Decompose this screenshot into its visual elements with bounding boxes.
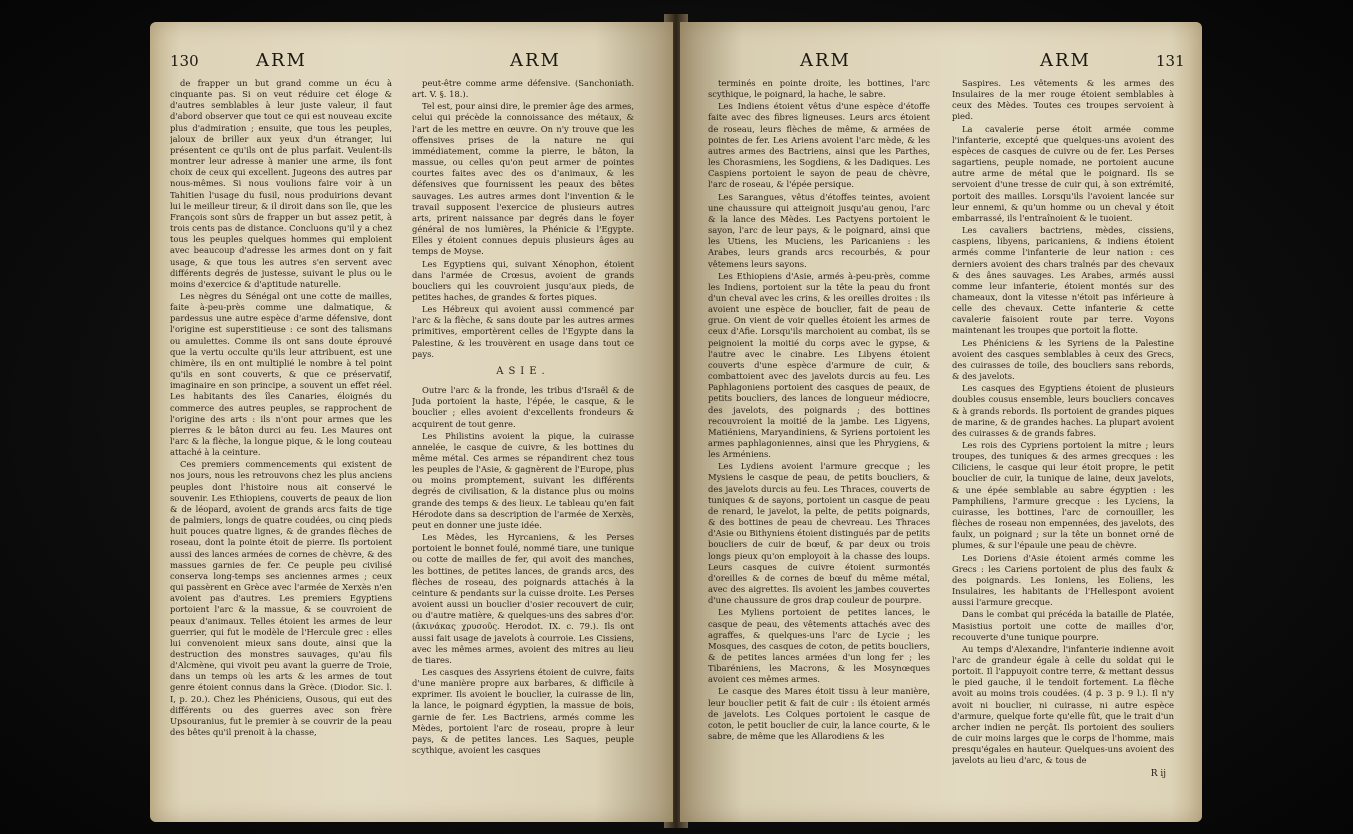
paragraph: Les casques des Egyptiens étoient de plusieurs doubles cousus ensemble, leurs boucliers concaves & à grands rebords. Ils portoient de grandes piques de marine, & de grandes haches. La plupart avoient des cuirasses & de grands fabres. bbox=[952, 383, 1174, 438]
right-column-1 bbox=[708, 78, 930, 814]
paragraph: Les Sarangues, vêtus d'étoffes teintes, avoient une chaussure qui atteignoit jusqu'au genou, l'arc & la lance des Mèdes. Les Pactyens portoient le sayon, l'arc de leur pays, & le poignard, ainsi que les Utiens, les Muciens, les Paricaniens : les Arabes, leurs grands arcs recourbés, & pour vêtemens leurs sayons. bbox=[708, 191, 930, 269]
paragraph: Dans le combat qui précéda la bataille de Platée, Masistius portoit une cotte de mailles d'or, recouverte d'une tunique pourpre. bbox=[952, 609, 1174, 642]
right-head-left: ARM bbox=[800, 50, 851, 71]
paragraph: La cavalerie perse étoit armée comme l'infanterie, excepté que quelques-uns avoient des espèces de casques de cuivre ou de fer. Les Perses sagartiens, peuple nomade, ne portoient aucune autre arme de métal que le poignard. Ils se servoient d'une tresse de cuir qui, à son extrémité, portoit des mailles. Lorsqu'ils l'avoient lancée sur leur ennemi, & qu'un homme ou un cheval y étoit embarrassé, ils l'entraînoient & le tuoient. bbox=[952, 123, 1174, 223]
left-column-1 bbox=[170, 78, 392, 814]
left-page-number: 130 bbox=[170, 52, 199, 70]
paragraph: Ces premiers commencements qui existent de nos jours, nous les retrouvons chez les plus anciens peuples dont l'histoire nous ait conservé le souvenir. Les Ethiopiens, couverts de peaux de lion & de léopard, avoient de grands arcs faits de tige de palmiers, longs de quatre coudées, ou cinq pieds huit pouces quatre lignes, & de grandes flèches de roseau, dont la pointe étoit de pierre. Ils portoient aussi des lances armées de cornes de chèvre, & des massues garnies de fer. Ce peuple peu civilisé conserva long-temps ses anciennes armes ; ceux qui passèrent en Grèce avec l'armée de Xerxès n'en avoient pas d'autres. Les premiers Egyptiens portoient l'arc & la massue, & se couvroient de peaux d'animaux. Telles étoient les armes de leur guerrier, qui fut le modèle de l'Hercule grec : elles lui convenoient mieux sans doute, ainsi que la destruction des monstres sauvages, qu'au fils d'Alcmène, qui vivoit peu avant la guerre de Troie, dans un temps où les arts & les armes de tout genre étoient connus dans la Grèce. (Diodor. Sic. l. I, p. 20.). Chez les Phéniciens, Ousous, qui eut des différents ou des guerres avec son frère Upsouranius, fut le premier à se couvrir de la peau des bêtes qu'il prenoit à la chasse, bbox=[170, 459, 392, 738]
paragraph: Les Philistins avoient la pique, la cuirasse annelée, le casque de cuivre, & les bottines du même métal. Ces armes se répandirent chez tous les peuples de l'Asie, & gagnèrent de l'Europe, plus ou moins promptement, suivant les différents degrés de civilisation, & la distance plus ou moins grande des temps & des lieux. Le tableau qu'en fait Hérodote dans sa description de l'armée de Xerxès, peut en donner une juste idée. bbox=[412, 430, 634, 530]
section-heading: ASIE. bbox=[496, 365, 550, 377]
paragraph: Les Hébreux qui avoient aussi commencé par l'arc & la flèche, & sans doute par les autres armes primitives, emportèrent celles de l'Egypte dans la Palestine, & les trouvèrent en usage dans tout ce pays. bbox=[412, 304, 634, 359]
left-head-right: ARM bbox=[510, 50, 561, 71]
paragraph: Les Myliens portoient de petites lances, le casque de peau, des vêtements attachés avec des agraffes, & quelques-uns l'arc de Lycie ; les Mosques, des casques de coton, de petits boucliers, & de petites lances armées d'un long fer ; les Tibaréniens, les Macrons, & les Mosynœques avoient ces mêmes armes. bbox=[708, 607, 930, 685]
right-running-head bbox=[680, 50, 1202, 74]
left-page bbox=[150, 22, 673, 822]
paragraph: Les rois des Cypriens portoient la mitre ; leurs troupes, des tuniques & des armes grecques : les Ciliciens, le casque qui leur étoit propre, le petit bouclier de cuir, la tunique de laine, deux javelots, & une épée semblable au sabre égyptien : les Pamphiliens, l'armure grecque : les Lyciens, la cuirasse, les bottines, l'arc de cornouiller, les flèches de roseau non empennées, des javelots, des faulx, un poignard ; sur la tête un bonnet orné de plumes, & sur l'épaule une peau de chèvre. bbox=[952, 440, 1174, 551]
paragraph: Le casque des Mares étoit tissu à leur manière, leur bouclier petit & fait de cuir : ils étoient armés de javelots. Les Colques portoient le casque de coton, le petit bouclier de cuir, la lance courte, & le sabre, de même que les Allarodiens & les bbox=[708, 686, 930, 742]
paragraph: Les Egyptiens qui, suivant Xénophon, étoient dans l'armée de Crœsus, avoient de grands boucliers qui les couvroient jusqu'aux pieds, de petites haches, de grandes & fortes piques. bbox=[412, 258, 634, 302]
paragraph: Tel est, pour ainsi dire, le premier âge des armes, celui qui précède la connoissance des métaux, & l'art de les mettre en œuvre. On n'y trouve que les offensives prises de la nature ne qui immédiatement, comme la pierre, le bâton, la massue, ou celles qu'on peut armer de pointes courtes faites avec des os d'animaux, & les défensives que fournissent les peaux des bêtes sauvages. Les autres armes dont l'invention & le travail supposent l'exercice de plusieurs autres arts, prirent naissance par degrés dans le foyer général de nos lumières, la Phénicie & l'Egypte. Elles y étoient connues depuis plusieurs âges au temps de Moyse. bbox=[412, 101, 634, 257]
right-page bbox=[680, 22, 1202, 822]
paragraph: Les cavaliers bactriens, mèdes, cissiens, caspiens, libyens, paricaniens, & indiens étoient armés comme l'infanterie de leur nation : ces derniers avoient des chars traînés par des chevaux & des ânes sauvages. Les Arabes, armés aussi comme leur infanterie, étoient montés sur des chameaux, dont la vitesse n'étoit pas inférieure à celle des chevaux. Cette infanterie & cette cavalerie faisoient route par terre. Voyons maintenant les troupes que portoit la flotte. bbox=[952, 225, 1174, 336]
right-page-number: 131 bbox=[1156, 52, 1185, 70]
paragraph: Les Lydiens avoient l'armure grecque ; les Mysiens le casque de peau, de petits boucliers, & des javelots durcis au feu. Les Thraces, couverts de tuniques & de sayons, portoient un casque de peau de renard, le javelot, la pelte, de petits poignards, & des bottines de peau de chevreau. Les Thraces d'Asie ou Bithyniens étoient distingués par de petits boucliers de cuir de bœuf, & par deux ou trois longs pieux qu'on employoit à la chasse des loups. Leurs casques de cuivre étoient surmontés d'oreilles & de cornes de bœuf du même métal, avec des aigrettes. Ils avoient les jambes couvertes d'une chaussure de gros drap couleur de pourpre. bbox=[708, 461, 930, 606]
paragraph: Au temps d'Alexandre, l'infanterie indienne avoit l'arc de grandeur égale à celle du soldat qui le portoit. Il l'appuyoit contre terre, & mettant dessus le pied gauche, il le tendoit fortement. La flèche avoit au moins trois coudées. (4 p. 3 p. 9 l.). Il n'y avoit ni bouclier, ni cuirasse, ni autre espèce d'armure, quelque forte qu'elle fût, que le trait d'un archer indien ne perçât. Ils portoient des souliers de cuir moins larges que le corps de l'homme, mais presqu'égales en hauteur. Quelques-uns avoient des javelots au lieu d'arc, & tous de bbox=[952, 643, 1174, 766]
paragraph: Les Mèdes, les Hyrcaniens, & les Perses portoient le bonnet foulé, nommé tiare, une tunique ou cotte de mailles de fer, qui avoit des manches, les bottines, de petites lances, de grands arcs, des flèches de roseau, des poignards attachés à la ceinture & pendants sur la cuisse droite. Les Perses avoient aussi un bouclier d'osier recouvert de cuir, ou d'autre matière, & quelques-uns des sabres d'or. (ἀκινάκας χρυσοῦς. Herodot. IX. c. 79.). Ils ont aussi fait usage de javelots à courroie. Les Cissiens, avec les mêmes armes, avoient des mitres au lieu de tiares. bbox=[412, 532, 634, 665]
left-head-left: ARM bbox=[256, 50, 307, 71]
paragraph: peut-être comme arme défensive. (Sanchoniath. art. V. §. 18.). bbox=[412, 78, 634, 100]
paragraph: Les Phéniciens & les Syriens de la Palestine avoient des casques semblables à ceux des Grecs, des cuirasses de toile, des boucliers sans rebords, & des javelots. bbox=[952, 337, 1174, 382]
left-column-2 bbox=[412, 78, 634, 814]
paragraph: Les Ethiopiens d'Asie, armés à-peu-près, comme les Indiens, portoient sur la tête la peau du front d'un cheval avec les crins, & les oreilles droites : ils avoient une espèce de bouclier, fait de peau de grue. On vient de voir quelles étoient les armes de ceux d'Afie. Lorsqu'ils marchoient au combat, ils se peignoient la moitié du corps avec le gypse, & l'autre avec le cinabre. Les Libyens étoient couverts d'une espèce d'armure de cuir, & combattoient avec des javelots durcis au feu. Les Paphlagoniens portoient des casques de peaux, de petits boucliers, des lances de longueur médiocre, des javelots, des poignards ; des bottines recouvroient la moitié de la jambe. Les Ligyens, Matiéniens, Maryandiniens, & Syriens portoient les armes paphlagoniennes, ainsi que les Phrygiens, & les Arméniens. bbox=[708, 270, 930, 460]
right-column-2 bbox=[952, 78, 1174, 814]
paragraph: Les casques des Assyriens étoient de cuivre, faits d'une manière propre aux barbares, & difficile à exprimer. Ils avoient le bouclier, la cuirasse de lin, la lance, le poignard égyptien, la massue de bois, garnie de fer. Les Bactriens, armés comme les Mèdes, portoient l'arc de roseau, propre à leur pays, & de petites lances. Les Saques, peuple scythique, avoient les casques bbox=[412, 666, 634, 756]
paragraph: Les Doriens d'Asie étoient armés comme les Grecs : les Cariens portoient de plus des faulx & des poignards. Les Ioniens, les Eoliens, les Insulaires, les habitants de l'Hellespont avoient aussi l'armure grecque. bbox=[952, 552, 1174, 608]
left-running-head bbox=[150, 50, 673, 74]
right-head-right: ARM bbox=[1040, 50, 1091, 71]
paragraph: Saspires. Les vêtements & les armes des Insulaires de la mer rouge étoient semblables à ceux des Mèdes. Toutes ces troupes servoient à pied. bbox=[952, 78, 1174, 122]
paragraph: Les nègres du Sénégal ont une cotte de mailles, faite à-peu-près comme une dalmatique, & pardessus une autre espèce d'arme défensive, dont l'origine est superstitieuse : ce sont des talismans ou amulettes. Comme ils ont sans doute éprouvé que la vertu occulte qu'ils leur attribuent, est une chimère, ils en ont multiplié le nombre à tel point qu'ils en sont couverts, & que ce préservatif, imaginaire en son principe, a souvent un effet réel. Les habitants des îles Canaries, éloignés du commerce des autres peuples, se rapprochent de l'origine des arts : ils n'ont pour armes que les pierres & le bâton durci au feu. Les Maures ont l'arc & la flèche, la longue pique, & le long couteau attaché à la ceinture. bbox=[170, 290, 392, 458]
paragraph: Les Indiens étoient vêtus d'une espèce d'étoffe faite avec des fibres ligneuses. Leurs arcs étoient de roseau, leurs flèches de même, & armées de pointes de fer. Les Ariens avoient l'arc mède, & les autres armes des Bactriens, ainsi que les Parthes, les Chorasmiens, les Sogdiens, & les Dadiques. Les Caspiens portoient le sayon de peau de chèvre, l'arc de roseau, & l'épée persique. bbox=[708, 101, 930, 190]
paragraph: terminés en pointe droite, les bottines, l'arc scythique, le poignard, la hache, le sabre. bbox=[708, 78, 930, 100]
paragraph: Outre l'arc & la fronde, les tribus d'Israël & de Juda portoient la haste, l'épée, le casque, & le bouclier ; elles avoient d'excellents frondeurs & acquirent de tout genre. bbox=[412, 385, 634, 429]
signature-mark: R ij bbox=[1150, 768, 1166, 779]
paragraph: de frapper un but grand comme un écu à cinquante pas. Si on veut réduire cet éloge & d'autres semblables à leur juste valeur, il faut d'abord observer que tout ce qui est nouveau excite plus d'admiration ; ensuite, que tous les peuples, jaloux de briller aux yeux d'un étranger, lui présentent ce qu'ils ont de plus parfait. Veulent-ils montrer leur adresse à manier une arme, ils font choix de ceux qui excellent. Jugeons des autres par nous-mêmes. Si nous voulions faire voir à un Tahitien l'usage du fusil, nous produirions devant lui le meilleur tireur, & il diroit dans son île, que les François sont sûrs de frapper un but assez petit, à trois cents pas de distance. Concluons qu'il y a chez tous les peuples quelques hommes qui emploient avec beaucoup d'adresse les armes dont on y fait usage, & que tous les autres s'en servent avec différents degrés de justesse, suivant le plus ou le moins d'exercice & d'aptitude naturelle. bbox=[170, 78, 392, 289]
